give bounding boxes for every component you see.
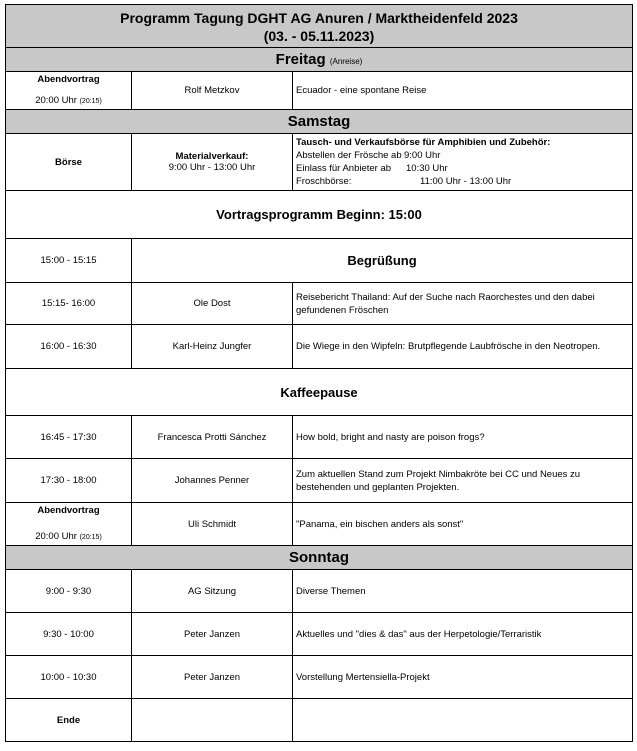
speaker-cell: Karl-Heinz Jungfer xyxy=(132,325,293,368)
end-label: Ende xyxy=(6,699,132,741)
topic-cell xyxy=(293,699,632,741)
day-header-sunday xyxy=(6,546,632,570)
speaker-cell xyxy=(132,699,293,741)
boerse-row xyxy=(6,134,632,191)
day-header-friday xyxy=(6,48,632,72)
topic-cell: How bold, bright and nasty are poison frogs? xyxy=(296,431,485,443)
boerse-line xyxy=(296,175,630,188)
time-cell: 15:15- 16:00 xyxy=(6,283,132,324)
time-cell: 9:30 - 10:00 xyxy=(6,613,132,655)
evening-talk-label: Abendvortrag xyxy=(37,74,100,85)
boerse-heading: Tausch- und Verkaufsbörse für Amphibien und Zubehör: xyxy=(296,137,551,148)
boerse-line-label: Abstellen der Frösche ab xyxy=(296,150,402,161)
coffee-break: Kaffeepause xyxy=(280,384,358,400)
time-cell: 10:00 - 10:30 xyxy=(6,656,132,698)
time-cell: 9:00 - 9:30 xyxy=(6,570,132,612)
boerse-details-cell xyxy=(293,134,632,190)
topic-cell: "Panama, ein bischen anders als sonst" xyxy=(296,518,464,530)
schedule-row-saturday-evening xyxy=(6,503,632,546)
topic-cell: Aktuelles und "dies & das" aus der Herpetologie/Terraristik xyxy=(296,628,542,640)
schedule-row xyxy=(6,325,632,369)
boerse-line xyxy=(296,162,630,175)
boerse-line-label: Froschbörse: xyxy=(296,176,352,187)
greeting-label: Begrüßung xyxy=(347,253,417,268)
boerse-line-time: 9:00 Uhr xyxy=(404,150,441,161)
schedule-row xyxy=(6,656,632,699)
day-header-saturday xyxy=(6,110,632,134)
topic-cell: Ecuador - eine spontane Reise xyxy=(296,85,427,96)
evening-time: 20:00 Uhr xyxy=(35,531,77,542)
program-start: Vortragsprogramm Beginn: 15:00 xyxy=(216,207,422,222)
day-note: (Anreise) xyxy=(329,57,363,66)
material-sale-cell xyxy=(132,134,293,190)
boerse-line-label: Einlass für Anbieter ab xyxy=(296,163,392,174)
schedule-row xyxy=(6,416,632,459)
speaker-cell: Johannes Penner xyxy=(132,459,293,502)
evening-time-note: (20:15) xyxy=(79,534,102,541)
day-label: Sonntag xyxy=(289,549,349,566)
day-label: Freitag xyxy=(275,51,326,68)
schedule-row-end xyxy=(6,699,632,741)
speaker-cell: AG Sitzung xyxy=(132,570,293,612)
schedule-row xyxy=(6,613,632,656)
speaker-cell: Uli Schmidt xyxy=(132,503,293,545)
coffee-break-row xyxy=(6,369,632,416)
time-cell: 16:00 - 16:30 xyxy=(6,325,132,368)
time-cell: 16:45 - 17:30 xyxy=(6,416,132,458)
program-table xyxy=(5,4,633,742)
boerse-label: Börse xyxy=(6,134,132,190)
program-start-row xyxy=(6,191,632,239)
time-cell: 15:00 - 15:15 xyxy=(6,239,132,282)
schedule-row xyxy=(6,283,632,325)
evening-time-note: (20:15) xyxy=(79,98,102,105)
topic-cell: Reisebericht Thailand: Auf der Suche nach Raorchestes und den dabei gefundenen Fröschen xyxy=(296,291,595,316)
day-label: Samstag xyxy=(287,113,351,130)
material-sale-time: 9:00 Uhr - 13:00 Uhr xyxy=(168,162,256,173)
topic-cell: Die Wiege in den Wipfeln: Brutpflegende Laubfrösche in den Neotropen. xyxy=(296,341,601,352)
time-cell: 17:30 - 18:00 xyxy=(6,459,132,502)
boerse-line-time: 11:00 Uhr - 13:00 Uhr xyxy=(420,176,512,187)
topic-cell: Diverse Themen xyxy=(296,585,366,597)
time-cell xyxy=(6,72,132,109)
topic-cell: Zum aktuellen Stand zum Projekt Nimbakröte bei CC und Neues zu bestehenden und geplanten Projekten. xyxy=(296,468,581,493)
topic-cell: Vorstellung Mertensiella-Projekt xyxy=(296,671,430,683)
evening-time: 20:00 Uhr xyxy=(35,95,77,106)
schedule-row-friday-evening xyxy=(6,72,632,110)
title-line-2: (03. - 05.11.2023) xyxy=(263,28,375,44)
schedule-row xyxy=(6,570,632,613)
time-cell xyxy=(6,503,132,545)
schedule-row xyxy=(6,459,632,503)
speaker-cell: Peter Janzen xyxy=(132,656,293,698)
speaker-cell: Francesca Protti Sánchez xyxy=(132,416,293,458)
evening-talk-label: Abendvortrag xyxy=(37,505,100,516)
speaker-cell: Rolf Metzkov xyxy=(132,72,293,109)
boerse-line-time: 10:30 Uhr xyxy=(406,163,448,174)
boerse-line xyxy=(296,149,630,162)
speaker-cell: Ole Dost xyxy=(132,283,293,324)
schedule-row-greeting xyxy=(6,239,632,283)
material-sale-label: Materialverkauf: xyxy=(175,151,249,162)
speaker-cell: Peter Janzen xyxy=(132,613,293,655)
title-line-1: Programm Tagung DGHT AG Anuren / Marktheidenfeld 2023 xyxy=(120,10,518,26)
document-title xyxy=(6,5,632,48)
